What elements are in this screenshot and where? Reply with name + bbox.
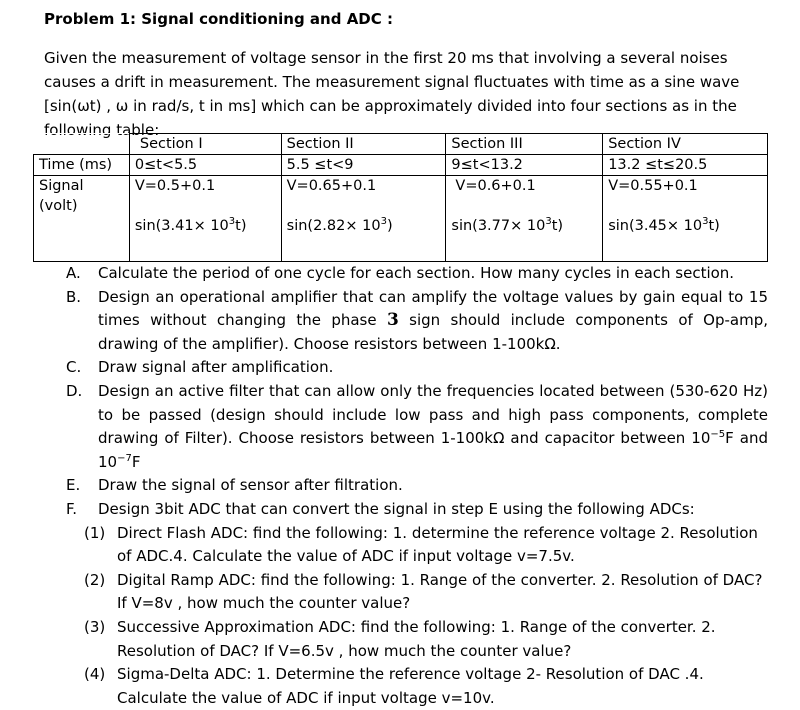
subquestion-text: Sigma-Delta ADC: 1. Determine the reference voltage 2- Resolution of DAC .4. Calculate the value of ADC if input voltage v=10v. — [117, 665, 704, 707]
table-cell: $\sin(3.41\times 10^3t)$ — [129, 216, 281, 262]
table-cell: 13.2 ≤t≤20.5 — [603, 155, 768, 176]
subquestion-1 — [0, 522, 768, 569]
table-row-label: Time (ms) — [34, 155, 130, 176]
question-a — [66, 262, 768, 286]
question-label: D. — [66, 381, 83, 400]
question-f — [66, 498, 768, 522]
table-header-cell: Section I — [129, 134, 281, 155]
table-header-cell: Section IV — [603, 134, 768, 155]
table-row-time — [34, 155, 768, 176]
subquestion-text: Digital Ramp ADC: find the following: 1. Range of the converter. 2. Resolution of DAC? If V=8v , how much the counter value? — [117, 570, 763, 613]
question-list — [66, 262, 768, 710]
table-row-label-empty — [34, 216, 130, 262]
question-text: Design an operational amplifier that can amplify the voltage values by gain equal to 15 times without changing the phase 3 sign should include components of Op-amp, drawing of the amplifier). Choose resistors between 1-100kΩ. — [98, 287, 769, 353]
question-label: B. — [66, 287, 82, 306]
table-cell: $\sin(2.82\times 10^3)$ — [281, 216, 446, 262]
question-label: C. — [66, 358, 82, 377]
table-cell: $\sin(3.77\times 10^3t)$ — [446, 216, 603, 262]
question-label: F. — [66, 499, 77, 518]
table-cell: 0≤t<5.5 — [129, 155, 281, 176]
table-row-label: Signal (volt) — [34, 176, 130, 217]
question-label: A. — [66, 264, 81, 282]
subquestion-4 — [0, 663, 768, 710]
table-cell: V=0.6+0.1 — [446, 176, 603, 217]
question-text: Draw the signal of sensor after filtration. — [98, 476, 403, 495]
subquestion-label: (3) — [84, 617, 106, 636]
problem-title: Problem 1: Signal conditioning and ADC : — [44, 10, 393, 28]
table-header-row — [34, 134, 768, 155]
subquestion-3 — [0, 616, 768, 663]
table-cell: $\sin(3.45\times 10^3t)$ — [603, 216, 768, 262]
subquestion-text: Successive Approximation ADC: find the following: 1. Range of the converter. 2. Resolution of DAC? If V=6.5v , how much the counter value? — [117, 617, 716, 660]
question-text: Draw signal after amplification. — [98, 358, 334, 377]
subquestion-label: (2) — [84, 570, 106, 589]
question-b — [66, 286, 768, 357]
question-text: Design an active filter that can allow only the frequencies located between (530-620 Hz) to be passed (design should include low pass and high pass components, complete drawing of Filter). Choose resistors between 1-100kΩ and capacitor between $10^{-5}F$ and $10^{-7}F$ — [98, 381, 768, 471]
table-cell: V=0.55+0.1 — [603, 176, 768, 217]
table-header-cell: Section III — [446, 134, 603, 155]
question-d — [66, 380, 768, 474]
subquestion-2 — [0, 569, 768, 616]
subquestion-label: (1) — [84, 523, 106, 542]
table-row-signal — [34, 176, 768, 217]
table-corner-cell — [34, 134, 130, 155]
table-cell: V=0.5+0.1 — [129, 176, 281, 217]
table-header-cell: Section II — [281, 134, 446, 155]
question-e — [66, 474, 768, 498]
intro-paragraph: Given the measurement of voltage sensor in the first 20 ms that involving a several noises causes a drift in measurement. The measurement signal fluctuates with time as a sine wave [sin(ωt) , ω in rad/s, t in ms] which can be approximately divided into four sections as in the following table: — [44, 49, 740, 139]
signal-table — [33, 133, 768, 262]
question-c — [66, 356, 768, 380]
table-cell: V=0.65+0.1 — [281, 176, 446, 217]
table-cell: 5.5 ≤t<9 — [281, 155, 446, 176]
table-row-signal-cont — [34, 216, 768, 262]
question-text: Calculate the period of one cycle for each section. How many cycles in each section. — [98, 264, 735, 282]
subquestion-label: (4) — [84, 665, 106, 684]
table-cell: 9≤t<13.2 — [446, 155, 603, 176]
question-text: Design 3bit ADC that can convert the signal in step E using the following ADCs: — [98, 499, 695, 518]
subquestion-text: Direct Flash ADC: find the following: 1. determine the reference voltage 2. Resolution of ADC.4. Calculate the value of ADC if input voltage v=7.5v. — [117, 523, 758, 566]
question-label: E. — [66, 476, 81, 495]
